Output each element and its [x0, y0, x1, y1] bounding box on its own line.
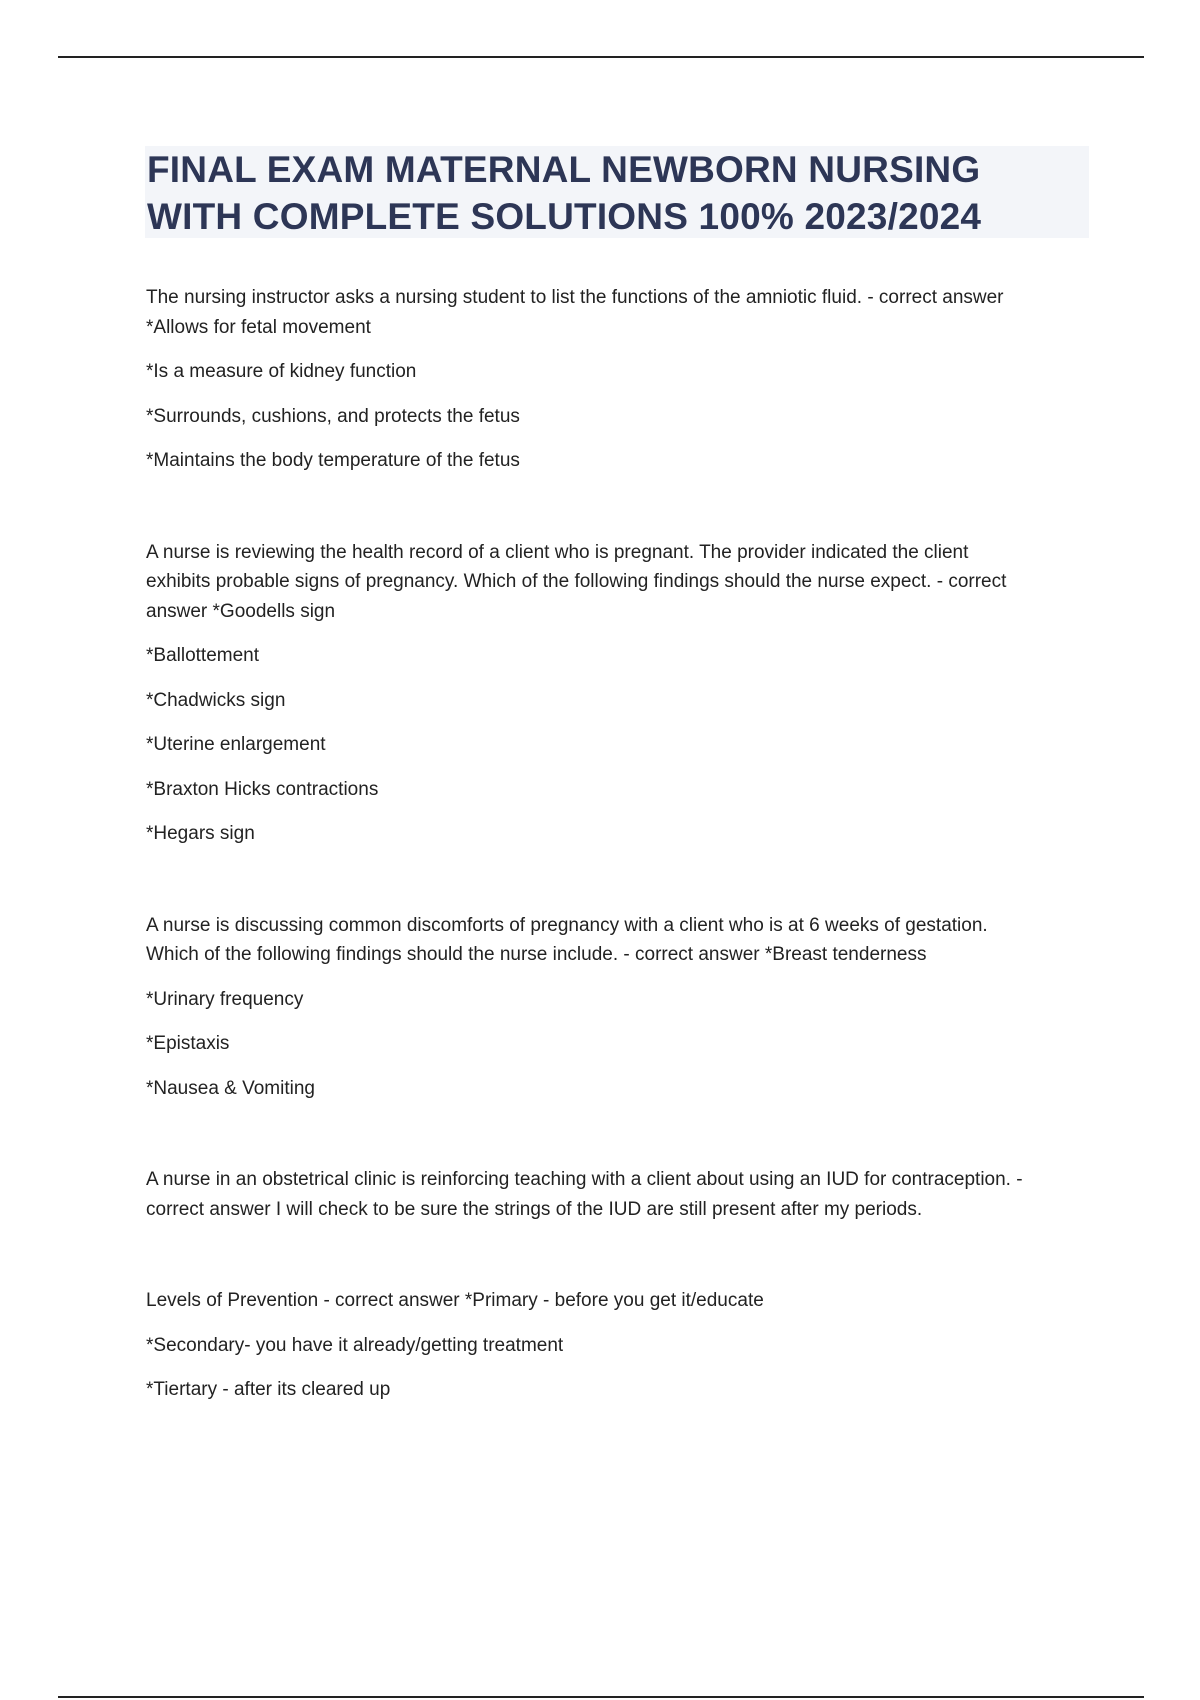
question-block-2 [146, 538, 1090, 849]
answer-item: *Ballottement [146, 645, 260, 666]
question-block-3 [146, 911, 1090, 1104]
question-text [146, 911, 1090, 970]
title-line-2: WITH COMPLETE SOLUTIONS 100% 2023/2024 [147, 196, 982, 237]
document-title [145, 146, 1089, 238]
question-text [146, 538, 1090, 627]
answer-item: *Hegars sign [146, 823, 255, 844]
document-body [146, 283, 1090, 1405]
question-text [146, 1286, 1090, 1316]
answer-item: *Maintains the body temperature of the fetus [146, 450, 520, 471]
question-block-5 [146, 1286, 1090, 1405]
question-line: A nurse in an obstetrical clinic is reinforcing teaching with a client about using an IUD for contraception. - [146, 1169, 1023, 1190]
question-line: A nurse is discussing common discomforts of pregnancy with a client who is at 6 weeks of gestation. [146, 914, 988, 936]
answer-item: *Surrounds, cushions, and protects the fetus [146, 405, 520, 427]
question-text [146, 1165, 1090, 1224]
answer-item: *Secondary- you have it already/getting treatment [146, 1334, 564, 1356]
question-line: Which of the following findings should the nurse include. - correct answer *Breast tenderness [146, 944, 927, 965]
answer-item: *Urinary frequency [146, 988, 304, 1010]
answer-item: *Braxton Hicks contractions [146, 778, 379, 800]
answer-item: *Is a measure of kidney function [146, 361, 417, 382]
question-line: A nurse is reviewing the health record of a client who is pregnant. The provider indicated the client [146, 541, 969, 563]
question-line: exhibits probable signs of pregnancy. Which of the following findings should the nurse expect. - correct [146, 571, 1007, 592]
answer-item: *Uterine enlargement [146, 734, 326, 755]
question-text [146, 283, 1090, 342]
question-line: The nursing instructor asks a nursing student to list the functions of the amniotic fluid. - correct answer [146, 287, 1004, 308]
top-divider [58, 56, 1144, 58]
answer-item: *Nausea & Vomiting [146, 1077, 315, 1099]
bottom-divider [58, 1696, 1144, 1698]
question-block-4 [146, 1165, 1090, 1224]
question-line: correct answer I will check to be sure the strings of the IUD are still present after my periods. [146, 1198, 923, 1220]
question-line: Levels of Prevention - correct answer *Primary - before you get it/educate [146, 1290, 764, 1311]
answer-item: *Chadwicks sign [146, 689, 286, 711]
answer-item: *Tiertary - after its cleared up [146, 1379, 391, 1400]
question-block-1 [146, 283, 1090, 476]
title-line-1: FINAL EXAM MATERNAL NEWBORN NURSING [147, 149, 981, 190]
question-line: answer *Goodells sign [146, 600, 336, 622]
answer-item: *Epistaxis [146, 1033, 230, 1054]
question-line: *Allows for fetal movement [146, 316, 371, 338]
